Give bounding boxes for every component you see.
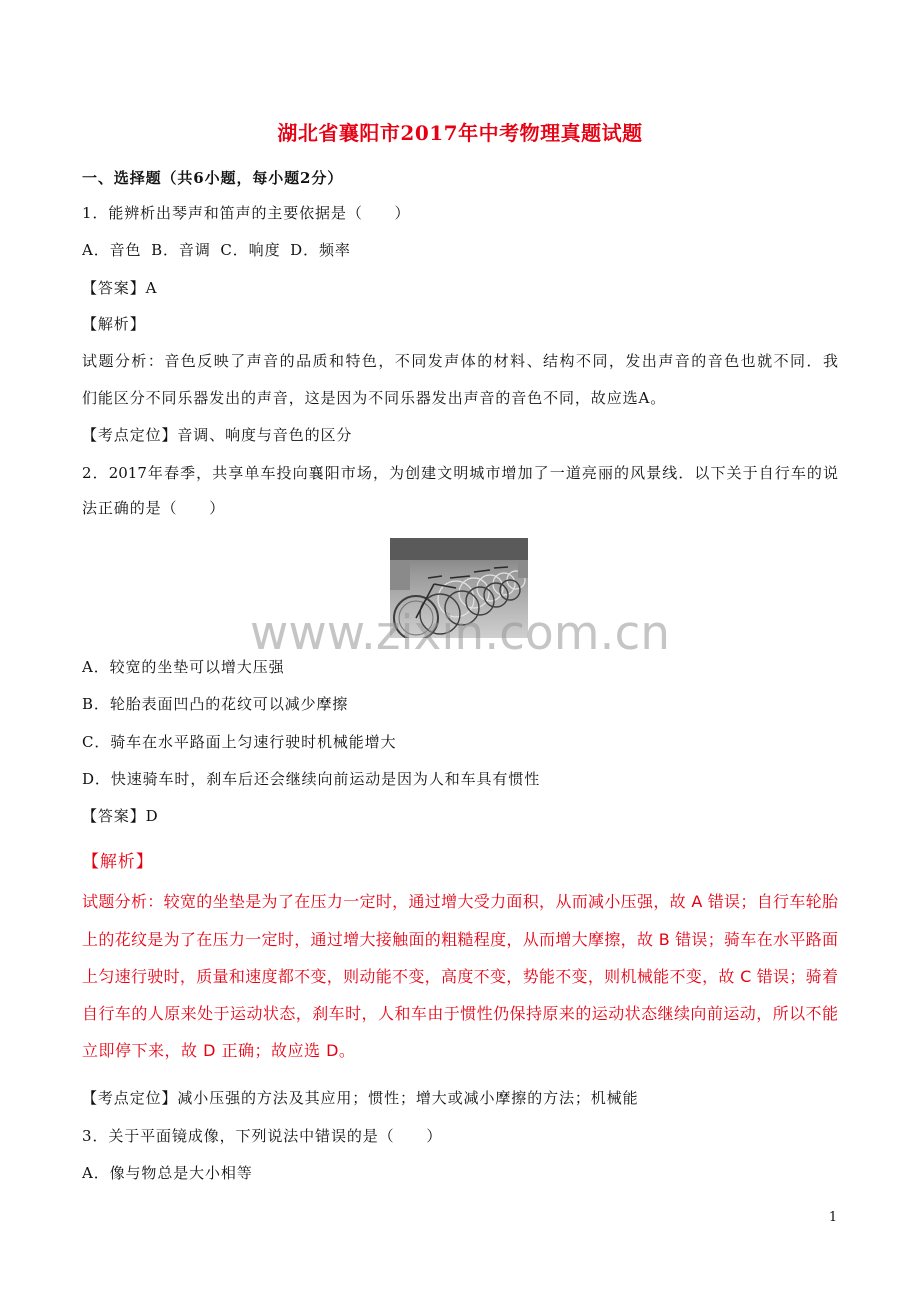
- q1-key-point: 【考点定位】音调、响度与音色的区分: [82, 426, 353, 444]
- q3-stem: 3．关于平面镜成像，下列说法中错误的是（ ）: [82, 1127, 443, 1145]
- q2-analysis-line: 上匀速行驶时，质量和速度都不变，则动能不变，高度不变，势能不变，则机械能不变，故 C 错误；骑着: [82, 967, 838, 986]
- q3-option: A．像与物总是大小相等: [82, 1164, 253, 1182]
- q1-answer: 【答案】A: [82, 279, 158, 297]
- q2-analysis-line: 立即停下来，故 D 正确；故应选 D。: [82, 1041, 356, 1060]
- q2-analysis-line: 自行车的人原来处于运动状态，刹车时，人和车由于惯性仍保持原来的运动状态继续向前运动，所以不能: [82, 1004, 838, 1023]
- q1-stem: 1．能辨析出琴声和笛声的主要依据是（ ）: [82, 204, 411, 222]
- q2-analysis-line: 上的花纹是为了在压力一定时，通过增大接触面的粗糙程度，从而增大摩擦，故 B 错误；骑车在水平路面: [82, 930, 838, 949]
- q1-analysis-label: 【解析】: [82, 315, 146, 333]
- watermark: www.zixin.com.cn: [249, 606, 671, 661]
- q1-analysis-line: 试题分析：音色反映了声音的品质和特色，不同发声体的材料、结构不同，发出声音的音色也就不同．我: [82, 352, 838, 370]
- q2-option: C．骑车在水平路面上匀速行驶时机械能增大: [82, 733, 397, 751]
- section-heading: 一、选择题（共6小题，每小题2分）: [82, 169, 344, 187]
- q2-key-point: 【考点定位】减小压强的方法及其应用；惯性；增大或减小摩擦的方法；机械能: [82, 1089, 639, 1107]
- q1-analysis-line: 们能区分不同乐器发出的声音，这是因为不同乐器发出声音的音色不同，故应选A。: [82, 389, 667, 407]
- q2-analysis-label: 【解析】: [82, 852, 154, 872]
- q2-option: D．快速骑车时，刹车后还会继续向前运动是因为人和车具有惯性: [82, 770, 541, 788]
- q2-stem-line: 2．2017年春季，共享单车投向襄阳市场，为创建文明城市增加了一道亮丽的风景线．以下关于自行车的说: [82, 464, 838, 482]
- page-title: 湖北省襄阳市2017年中考物理真题试题: [277, 121, 643, 145]
- q2-answer: 【答案】D: [82, 807, 159, 825]
- q2-option: B．轮胎表面凹凸的花纹可以减少摩擦: [82, 695, 349, 713]
- q1-options: A．音色 B．音调 C．响度 D．频率: [82, 241, 351, 259]
- q2-stem-line: 法正确的是（ ）: [82, 499, 226, 517]
- page-number: 1: [828, 1210, 838, 1225]
- q2-option: A．较宽的坐垫可以增大压强: [82, 658, 285, 676]
- q2-analysis-line: 试题分析：较宽的坐垫是为了在压力一定时，通过增大受力面积，从而减小压强，故 A 错误；自行车轮胎: [82, 892, 838, 911]
